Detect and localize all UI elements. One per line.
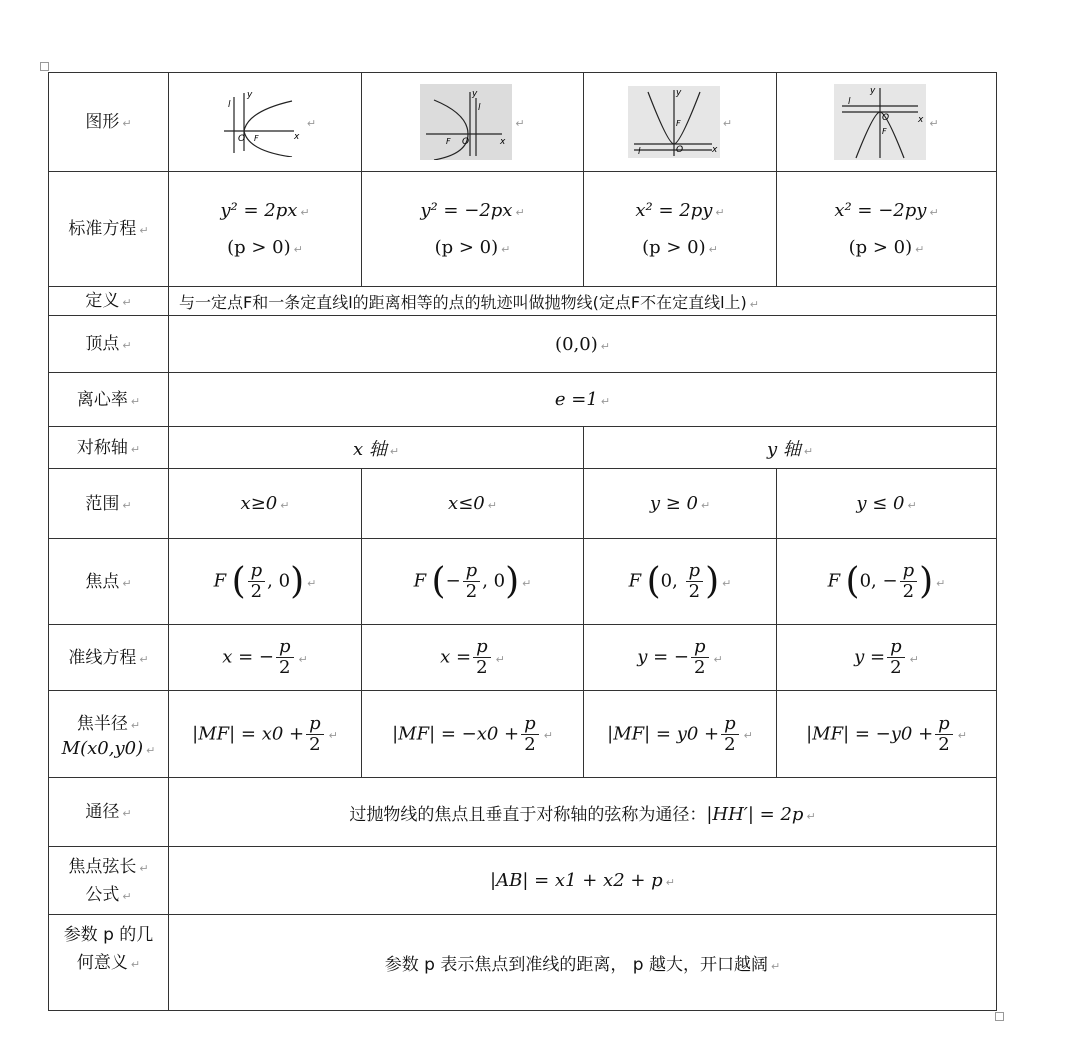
table-resize-handle[interactable] (995, 1012, 1004, 1021)
svg-text:l: l (637, 147, 641, 157)
directrix-cell: x = $\frac{p}{2}$ ↵ (362, 625, 584, 691)
directrix-cell: x = − $\frac{p}{2}$ ↵ (169, 625, 362, 691)
focus-cell: F (0, $\frac{p}{2}$ ) ↵ (584, 539, 777, 625)
std-eq-cell: y² = −2px ↵ (p > 0) ↵ (362, 172, 584, 287)
row-graph (49, 73, 997, 172)
focus-cell: F ( $\frac{p}{2}$ , 0) ↵ (169, 539, 362, 625)
row-vertex (49, 316, 997, 373)
focal-radius-cell: |MF| = x0 + $\frac{p}{2}$ ↵ (169, 691, 362, 778)
svg-text:F: F (253, 134, 259, 143)
row-param (49, 915, 997, 1011)
range-cell: x≥0 ↵ (169, 469, 362, 539)
parabola-graph-up (628, 86, 720, 158)
label-vertex: 顶点 ↵ (49, 316, 169, 373)
parabola-graph-right (214, 87, 304, 157)
label-chord: 焦点弦长 ↵ 公式 ↵ (49, 847, 169, 915)
table-anchor-marker (40, 62, 49, 71)
std-eq-cell: x² = −2py ↵ (p > 0) ↵ (777, 172, 997, 287)
graph-left-opening: y x O F l ↵ (362, 73, 584, 172)
row-latus (49, 778, 997, 847)
row-axis (49, 427, 997, 469)
row-definition (49, 287, 997, 316)
parabola-graph-left (420, 84, 512, 160)
svg-text:x: x (711, 145, 718, 155)
directrix-cell: y = − $\frac{p}{2}$ ↵ (584, 625, 777, 691)
focal-radius-cell: |MF| = y0 + $\frac{p}{2}$ ↵ (584, 691, 777, 778)
label-directrix: 准线方程 ↵ (49, 625, 169, 691)
label-graph: 图形 ↵ (49, 73, 169, 172)
label-std-eq: 标准方程 ↵ (49, 172, 169, 287)
svg-text:y: y (675, 88, 682, 98)
latus-cell: 过抛物线的焦点且垂直于对称轴的弦称为通径：|HH′| = 2p ↵ (169, 778, 997, 847)
row-range (49, 469, 997, 539)
parabola-graph-down (834, 84, 926, 160)
directrix-cell: y = $\frac{p}{2}$ ↵ (777, 625, 997, 691)
svg-text:l: l (478, 103, 481, 113)
svg-text:F: F (446, 137, 451, 146)
row-std-eq (49, 172, 997, 287)
focus-cell: F (− $\frac{p}{2}$ , 0) ↵ (362, 539, 584, 625)
svg-text:y: y (472, 89, 478, 99)
row-chord (49, 847, 997, 915)
axis-x-cell: x 轴 ↵ (169, 427, 584, 469)
svg-text:l: l (848, 97, 851, 107)
svg-text:x: x (293, 132, 300, 142)
label-param: 参数 p 的几 何意义 ↵ (49, 915, 169, 1011)
label-latus: 通径 ↵ (49, 778, 169, 847)
row-focal-radius (49, 691, 997, 778)
svg-text:O: O (237, 134, 245, 144)
parabola-properties-table (48, 72, 997, 1011)
label-definition: 定义 ↵ (49, 287, 169, 316)
focal-radius-cell: |MF| = −x0 + $\frac{p}{2}$ ↵ (362, 691, 584, 778)
svg-text:y: y (246, 90, 253, 100)
std-eq-cell: x² = 2py ↵ (p > 0) ↵ (584, 172, 777, 287)
focal-radius-cell: |MF| = −y0 + $\frac{p}{2}$ ↵ (777, 691, 997, 778)
label-axis: 对称轴 ↵ (49, 427, 169, 469)
label-range: 范围 ↵ (49, 469, 169, 539)
svg-text:l: l (227, 100, 231, 110)
svg-text:x: x (500, 137, 506, 147)
svg-text:x: x (918, 115, 924, 125)
graph-up-opening: y x O F l ↵ (584, 73, 777, 172)
row-eccentricity (49, 373, 997, 427)
range-cell: x≤0 ↵ (362, 469, 584, 539)
param-cell: 参数 p 表示焦点到准线的距离， p 越大，开口越阔 ↵ (169, 915, 997, 1011)
std-eq-cell: y² = 2px ↵ (p > 0) ↵ (169, 172, 362, 287)
row-directrix (49, 625, 997, 691)
focus-cell: F (0, − $\frac{p}{2}$ ) ↵ (777, 539, 997, 625)
svg-text:O: O (462, 137, 470, 147)
label-focal-radius: 焦半径 ↵ M(x0,y0) ↵ (49, 691, 169, 778)
graph-down-opening: y x O F l ↵ (777, 73, 997, 172)
svg-text:y: y (870, 86, 876, 96)
axis-y-cell: y 轴 ↵ (584, 427, 997, 469)
label-eccentricity: 离心率 ↵ (49, 373, 169, 427)
range-cell: y ≤ 0 ↵ (777, 469, 997, 539)
svg-text:F: F (882, 127, 887, 136)
row-focus (49, 539, 997, 625)
chord-cell: |AB| = x1 + x2 + p ↵ (169, 847, 997, 915)
svg-text:O: O (882, 113, 890, 123)
label-focus: 焦点 ↵ (49, 539, 169, 625)
vertex-cell: (0,0) ↵ (169, 316, 997, 373)
range-cell: y ≥ 0 ↵ (584, 469, 777, 539)
svg-text:O: O (675, 145, 683, 155)
definition-cell: 与一定点F和一条定直线l的距离相等的点的轨迹叫做抛物线(定点F不在定直线l上) ↵ (169, 287, 997, 316)
svg-text:F: F (675, 119, 681, 128)
graph-right-opening: y x O F l ↵ (169, 73, 362, 172)
eccentricity-cell: e =1 ↵ (169, 373, 997, 427)
